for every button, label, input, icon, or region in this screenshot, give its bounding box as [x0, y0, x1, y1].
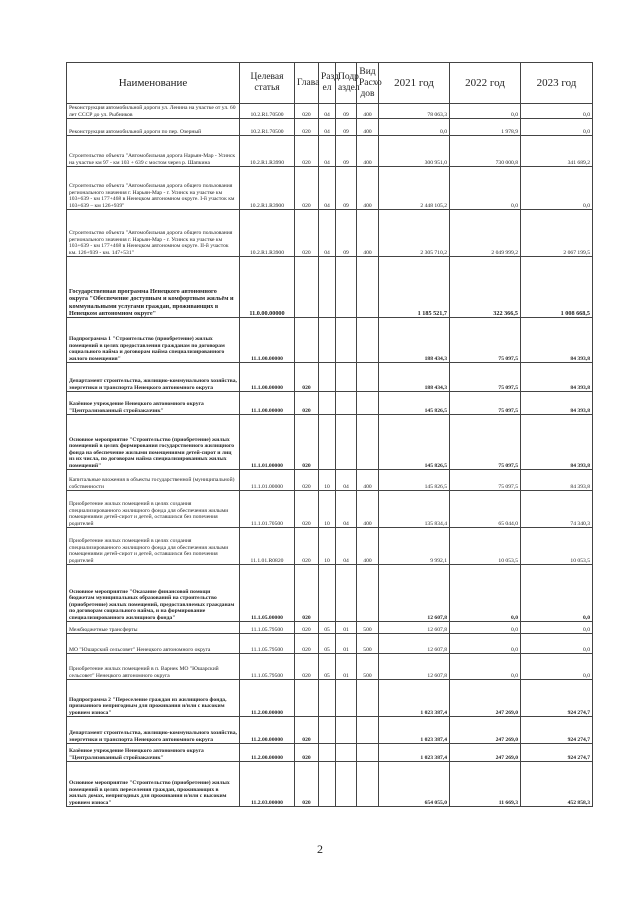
- cell-podrazdel: [336, 257, 357, 318]
- cell-name: Государственная программа Ненецкого автономного округа "Обеспечение доступным и комфортным жильём и коммунальными услугами граждан, проживающих в Ненецком автономном округе": [67, 257, 240, 318]
- cell-vid: 400: [357, 470, 379, 491]
- table-body: [67, 104, 593, 807]
- cell-2023: 74 340,3: [521, 491, 593, 528]
- table-row: [67, 119, 593, 136]
- cell-vid: 400: [357, 136, 379, 167]
- cell-vid: [357, 392, 379, 415]
- cell-glava: 020: [295, 119, 319, 136]
- cell-2022: 11 669,3: [450, 762, 521, 807]
- budget-table-sheet: [66, 62, 592, 807]
- cell-2023: 10 053,5: [521, 528, 593, 565]
- cell-2022: 0,0: [450, 565, 521, 622]
- cell-podrazdel: [336, 744, 357, 762]
- cell-code: 10.2.R1.R3900: [240, 167, 295, 210]
- cell-razdel: 04: [319, 119, 336, 136]
- cell-2022: 75 097,5: [450, 415, 521, 470]
- table-row: [67, 528, 593, 565]
- cell-name: Основное мероприятие "Оказание финансовой помощи бюджетам муниципальных образований на строительство (приобретение) жилых помещений, предоставляемых гражданам по договорам социального найма, и на формирование специализированного жилищного фонда": [67, 565, 240, 622]
- table-row: [67, 634, 593, 654]
- cell-2022: 75 097,5: [450, 470, 521, 491]
- header-vid: Вид Расхо дов: [357, 63, 379, 104]
- cell-vid: 400: [357, 104, 379, 119]
- cell-razdel: 05: [319, 622, 336, 634]
- cell-podrazdel: 09: [336, 119, 357, 136]
- cell-name: Казённое учреждение Ненецкого автономного округа "Централизованный стройзаказчик": [67, 392, 240, 415]
- cell-razdel: [319, 717, 336, 744]
- cell-podrazdel: 04: [336, 528, 357, 565]
- header-name: Наименование: [67, 63, 240, 104]
- cell-vid: [357, 717, 379, 744]
- cell-podrazdel: [336, 565, 357, 622]
- cell-2022: 247 269,0: [450, 680, 521, 717]
- header-2022: 2022 год: [450, 63, 521, 104]
- cell-2021: 145 826,5: [379, 415, 450, 470]
- cell-2023: 84 393,8: [521, 415, 593, 470]
- table-row: [67, 622, 593, 634]
- cell-name: Казённое учреждение Ненецкого автономного округа "Централизованный стройзаказчик": [67, 744, 240, 762]
- cell-code: 11.2.00.00000: [240, 744, 295, 762]
- cell-vid: [357, 318, 379, 363]
- cell-podrazdel: [336, 318, 357, 363]
- cell-2023: 0,0: [521, 622, 593, 634]
- cell-2021: 135 834,4: [379, 491, 450, 528]
- cell-podrazdel: [336, 762, 357, 807]
- cell-2023: 84 393,8: [521, 470, 593, 491]
- table-row: [67, 104, 593, 119]
- cell-razdel: [319, 392, 336, 415]
- cell-name: Подпрограмма 1 "Строительство (приобретение) жилых помещений в целях предоставления гражданам по договорам социального найма и договорам найма специализированного жилого помещения": [67, 318, 240, 363]
- cell-code: 11.1.00.00000: [240, 318, 295, 363]
- cell-2023: 341 689,2: [521, 136, 593, 167]
- table-header-row: [67, 63, 593, 104]
- cell-2022: 1 978,9: [450, 119, 521, 136]
- cell-2023: 924 274,7: [521, 717, 593, 744]
- cell-glava: 020: [295, 210, 319, 257]
- cell-2023: 1 008 668,5: [521, 257, 593, 318]
- cell-name: Департамент строительства, жилищно-коммунального хозяйства, энергетики и транспорта Ненецкого автономного округа: [67, 717, 240, 744]
- cell-name: Подпрограмма 2 "Переселение граждан из жилищного фонда, признанного непригодным для проживания и/или с высоким уровнем износа": [67, 680, 240, 717]
- cell-2021: 2 448 105,2: [379, 167, 450, 210]
- cell-razdel: [319, 363, 336, 392]
- table-row: [67, 392, 593, 415]
- cell-code: 11.1.01.00000: [240, 415, 295, 470]
- cell-code: 10.2.R1.R3900: [240, 210, 295, 257]
- cell-name: Капитальные вложения в объекты государственной (муниципальной) собственности: [67, 470, 240, 491]
- cell-2021: 1 023 387,4: [379, 717, 450, 744]
- cell-code: 11.1.01.70500: [240, 491, 295, 528]
- cell-vid: [357, 363, 379, 392]
- cell-code: 10.2.R1.70500: [240, 104, 295, 119]
- cell-vid: 400: [357, 210, 379, 257]
- cell-2021: 12 607,8: [379, 654, 450, 680]
- cell-name: Реконструкция автомобильной дороги по пер. Озерный: [67, 119, 240, 136]
- cell-glava: 020: [295, 363, 319, 392]
- cell-2023: 84 393,8: [521, 363, 593, 392]
- cell-razdel: 04: [319, 167, 336, 210]
- cell-2021: 300 951,0: [379, 136, 450, 167]
- table-row: [67, 210, 593, 257]
- cell-2021: 0,0: [379, 119, 450, 136]
- header-code: Целевая статья: [240, 63, 295, 104]
- cell-vid: [357, 257, 379, 318]
- cell-name: МО "Юшарский сельсовет" Ненецкого автономного округа: [67, 634, 240, 654]
- cell-glava: 020: [295, 565, 319, 622]
- cell-2022: 75 097,5: [450, 392, 521, 415]
- cell-2021: 2 305 710,2: [379, 210, 450, 257]
- cell-vid: 400: [357, 491, 379, 528]
- cell-name: Основное мероприятие "Строительство (приобретение) жилых помещений в целях переселения граждан, проживающих в жилых домах, непригодных для проживания и/или с высоким уровнем износа": [67, 762, 240, 807]
- cell-vid: 500: [357, 622, 379, 634]
- cell-code: 11.1.00.00000: [240, 392, 295, 415]
- cell-2023: 0,0: [521, 654, 593, 680]
- header-2023: 2023 год: [521, 63, 593, 104]
- cell-glava: 020: [295, 717, 319, 744]
- cell-2022: 10 053,5: [450, 528, 521, 565]
- cell-2022: 75 097,5: [450, 363, 521, 392]
- cell-2021: 145 826,5: [379, 470, 450, 491]
- cell-2023: 452 858,3: [521, 762, 593, 807]
- cell-razdel: [319, 257, 336, 318]
- cell-2021: 9 992,1: [379, 528, 450, 565]
- cell-name: Приобретение жилых помещений в целях создания специализированного жилищного фонда для обеспечения жилыми помещениями детей-сирот и детей, оставшихся без попечения родителей: [67, 491, 240, 528]
- cell-podrazdel: [336, 392, 357, 415]
- cell-razdel: 04: [319, 136, 336, 167]
- cell-2023: 0,0: [521, 634, 593, 654]
- table-row: [67, 744, 593, 762]
- cell-2022: 0,0: [450, 622, 521, 634]
- cell-podrazdel: 04: [336, 470, 357, 491]
- cell-2022: 2 049 999,2: [450, 210, 521, 257]
- cell-podrazdel: 09: [336, 136, 357, 167]
- cell-name: Строительство объекта "Автомобильная дорога общего пользования регионального значения г. Нарьян-Мар - г. Усинск на участке км 103+639 - км 177+468 в Ненецком автономном округе. II-й участок км. 126+939 - км. 147+531": [67, 210, 240, 257]
- cell-podrazdel: [336, 717, 357, 744]
- cell-2022: 247 269,0: [450, 744, 521, 762]
- cell-glava: 020: [295, 762, 319, 807]
- cell-vid: 500: [357, 654, 379, 680]
- cell-2022: 75 097,5: [450, 318, 521, 363]
- cell-name: Департамент строительства, жилищно-коммунального хозяйства, энергетики и транспорта Ненецкого автономного округа: [67, 363, 240, 392]
- cell-2022: 0,0: [450, 654, 521, 680]
- cell-podrazdel: 01: [336, 622, 357, 634]
- table-row: [67, 565, 593, 622]
- cell-glava: 020: [295, 528, 319, 565]
- cell-name: Приобретение жилых помещений в п. Варнек МО "Юшарский сельсовет" Ненецкого автономного округа: [67, 654, 240, 680]
- cell-vid: 400: [357, 528, 379, 565]
- cell-code: 11.1.05.79500: [240, 654, 295, 680]
- cell-code: 10.2.R1.70500: [240, 119, 295, 136]
- cell-vid: [357, 680, 379, 717]
- cell-podrazdel: 04: [336, 491, 357, 528]
- cell-2021: 654 055,0: [379, 762, 450, 807]
- budget-table: [66, 62, 593, 807]
- cell-glava: 020: [295, 136, 319, 167]
- cell-2023: 0,0: [521, 119, 593, 136]
- cell-2021: 1 185 521,7: [379, 257, 450, 318]
- cell-2022: 730 000,8: [450, 136, 521, 167]
- cell-razdel: [319, 565, 336, 622]
- cell-glava: 020: [295, 744, 319, 762]
- cell-podrazdel: [336, 680, 357, 717]
- cell-vid: 400: [357, 119, 379, 136]
- cell-name: Межбюджетные трансферты: [67, 622, 240, 634]
- cell-code: 11.2.03.00000: [240, 762, 295, 807]
- cell-glava: 020: [295, 634, 319, 654]
- cell-podrazdel: [336, 363, 357, 392]
- cell-vid: [357, 415, 379, 470]
- table-row: [67, 680, 593, 717]
- table-row: [67, 363, 593, 392]
- page-number: 2: [317, 842, 323, 856]
- cell-2021: 188 434,3: [379, 363, 450, 392]
- cell-2023: 0,0: [521, 104, 593, 119]
- cell-podrazdel: 01: [336, 654, 357, 680]
- cell-2021: 1 023 387,4: [379, 680, 450, 717]
- cell-2021: 12 607,8: [379, 634, 450, 654]
- cell-glava: 020: [295, 470, 319, 491]
- table-row: [67, 491, 593, 528]
- cell-glava: 020: [295, 491, 319, 528]
- cell-code: 11.1.05.79500: [240, 622, 295, 634]
- cell-vid: 500: [357, 634, 379, 654]
- cell-2022: 322 366,5: [450, 257, 521, 318]
- cell-code: 11.2.00.00000: [240, 680, 295, 717]
- cell-name: Приобретение жилых помещений в целях создания специализированного жилищного фонда для обеспечения жилыми помещениями детей-сирот и детей, оставшихся без попечения родителей: [67, 528, 240, 565]
- cell-glava: 020: [295, 654, 319, 680]
- cell-2022: 0,0: [450, 167, 521, 210]
- cell-razdel: [319, 318, 336, 363]
- cell-2021: 12 607,8: [379, 565, 450, 622]
- cell-2022: 0,0: [450, 634, 521, 654]
- cell-2023: 924 274,7: [521, 680, 593, 717]
- cell-vid: [357, 762, 379, 807]
- cell-2023: 924 274,7: [521, 744, 593, 762]
- cell-vid: 400: [357, 167, 379, 210]
- cell-2023: 2 067 199,5: [521, 210, 593, 257]
- header-podrazdel: Подр аздел: [336, 63, 357, 104]
- cell-code: 11.0.00.00000: [240, 257, 295, 318]
- cell-razdel: 05: [319, 654, 336, 680]
- cell-vid: [357, 565, 379, 622]
- cell-2021: 188 434,3: [379, 318, 450, 363]
- header-razdel: Разд ел: [319, 63, 336, 104]
- cell-podrazdel: 09: [336, 104, 357, 119]
- cell-glava: [295, 318, 319, 363]
- cell-razdel: 10: [319, 470, 336, 491]
- cell-razdel: 10: [319, 491, 336, 528]
- cell-podrazdel: 09: [336, 210, 357, 257]
- cell-name: Реконструкция автомобильной дороги ул. Ленина на участке от ул. 60 лет СССР до ул. Рыбников: [67, 104, 240, 119]
- table-row: [67, 470, 593, 491]
- cell-razdel: 04: [319, 210, 336, 257]
- cell-podrazdel: 09: [336, 167, 357, 210]
- table-row: [67, 415, 593, 470]
- cell-code: 11.1.05.79500: [240, 634, 295, 654]
- cell-2021: 78 063,3: [379, 104, 450, 119]
- cell-2023: 0,0: [521, 565, 593, 622]
- table-row: [67, 136, 593, 167]
- cell-code: 10.2.R1.R3990: [240, 136, 295, 167]
- table-row: [67, 762, 593, 807]
- table-row: [67, 257, 593, 318]
- cell-glava: 020: [295, 104, 319, 119]
- cell-name: Основное мероприятие "Строительство (приобретение) жилых помещений в целях формирования государственного жилищного фонда на обеспечение жилыми помещениями детей-сирот и лиц из их числа, по договорам найма специализированных жилых помещений": [67, 415, 240, 470]
- cell-code: 11.1.01.00000: [240, 470, 295, 491]
- cell-razdel: 04: [319, 104, 336, 119]
- cell-2021: 1 023 387,4: [379, 744, 450, 762]
- cell-2023: 84 393,8: [521, 318, 593, 363]
- cell-glava: [295, 680, 319, 717]
- cell-2021: 12 607,8: [379, 622, 450, 634]
- header-glava: Глава: [295, 63, 319, 104]
- cell-razdel: [319, 762, 336, 807]
- cell-name: Строительство объекта "Автомобильная дорога Нарьян-Мар - Усинск на участке км 97 - км 103 + 639 с мостом через р. Шапкина: [67, 136, 240, 167]
- cell-glava: [295, 257, 319, 318]
- table-row: [67, 318, 593, 363]
- cell-razdel: [319, 415, 336, 470]
- cell-glava: 020: [295, 415, 319, 470]
- cell-code: 11.1.01.R0820: [240, 528, 295, 565]
- cell-razdel: 05: [319, 634, 336, 654]
- cell-2023: 0,0: [521, 167, 593, 210]
- cell-code: 11.1.00.00000: [240, 363, 295, 392]
- cell-vid: [357, 744, 379, 762]
- cell-razdel: 10: [319, 528, 336, 565]
- cell-podrazdel: 01: [336, 634, 357, 654]
- table-row: [67, 167, 593, 210]
- cell-glava: 020: [295, 622, 319, 634]
- cell-2022: 247 269,0: [450, 717, 521, 744]
- cell-razdel: [319, 744, 336, 762]
- cell-name: Строительство объекта "Автомобильная дорога общего пользования регионального значения г. Нарьян-Мар - г. Усинск на участке км 103+639 - км 177+468 в Ненецком автономном округе. I-й участок км 103+639 – км 126+939": [67, 167, 240, 210]
- cell-2023: 84 393,8: [521, 392, 593, 415]
- cell-glava: 020: [295, 167, 319, 210]
- table-row: [67, 654, 593, 680]
- cell-glava: 020: [295, 392, 319, 415]
- cell-2022: 0,0: [450, 104, 521, 119]
- cell-code: 11.2.00.00000: [240, 717, 295, 744]
- cell-razdel: [319, 680, 336, 717]
- cell-2022: 65 044,0: [450, 491, 521, 528]
- table-row: [67, 717, 593, 744]
- cell-podrazdel: [336, 415, 357, 470]
- cell-2021: 145 826,5: [379, 392, 450, 415]
- cell-code: 11.1.05.00000: [240, 565, 295, 622]
- header-2021: 2021 год: [379, 63, 450, 104]
